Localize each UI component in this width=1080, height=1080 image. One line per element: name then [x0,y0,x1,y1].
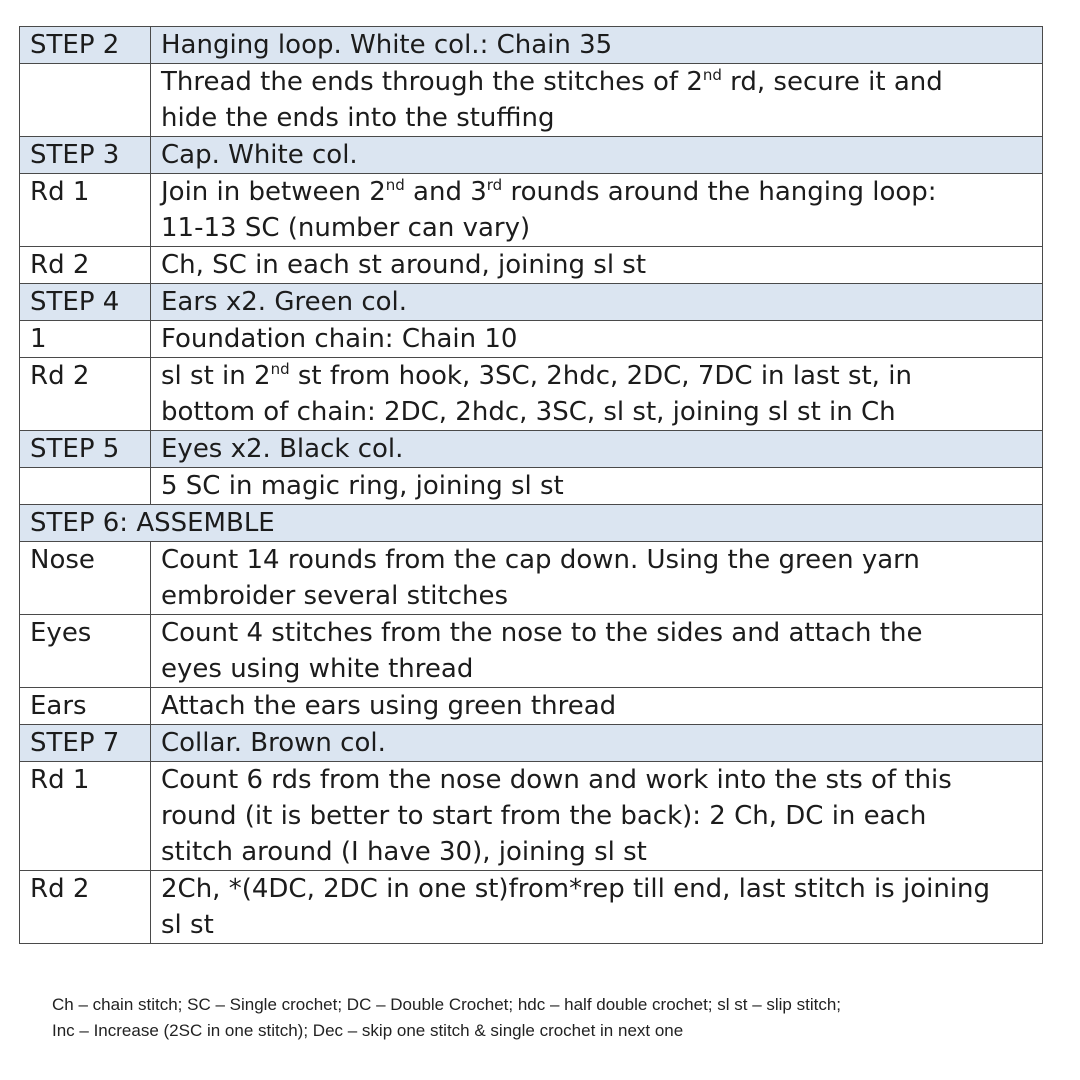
row-label: Ears [20,688,151,725]
instruction-text [151,174,1043,247]
instruction-line [161,358,1034,394]
instruction-text [151,615,1043,688]
ordinal-suffix: rd [486,176,503,194]
step-row [20,284,1043,321]
step-label: STEP 3 [20,137,151,174]
instruction-line: Eyes x2. Black col. [161,434,404,464]
instruction-row [20,542,1043,615]
step-row [20,137,1043,174]
instruction-row [20,615,1043,688]
row-label: Rd 1 [20,174,151,247]
instruction-text [151,871,1043,944]
legend-line-1: Ch – chain stitch; SC – Single crochet; DC – Double Crochet; hdc – half double crochet; sl st – slip stitch; [52,995,841,1014]
step-row [20,505,1043,542]
instruction-row [20,688,1043,725]
instruction-line: Attach the ears using green thread [161,691,617,721]
instruction-row [20,64,1043,137]
instruction-text [151,762,1043,871]
step-label: STEP 4 [20,284,151,321]
step-title: STEP 6: ASSEMBLE [20,505,1043,542]
instruction-line: Collar. Brown col. [161,728,386,758]
text-segment: rd, secure it and [721,67,943,97]
legend-line-2: Inc – Increase (2SC in one stitch); Dec – skip one stitch & single crochet in next one [52,1021,684,1040]
instruction-line: eyes using white thread [161,654,474,684]
instruction-line: sl st [161,910,214,940]
abbreviation-legend [52,992,841,1044]
instruction-text [151,542,1043,615]
instruction-line: Ears x2. Green col. [161,287,408,317]
instruction-row [20,247,1043,284]
instruction-line: Cap. White col. [161,140,358,170]
step-row [20,725,1043,762]
instruction-row [20,762,1043,871]
instruction-line [161,64,1034,100]
text-segment: and 3 [404,177,487,207]
instruction-line: hide the ends into the stuffing [161,103,555,133]
instruction-line: embroider several stitches [161,581,509,611]
instruction-line: round (it is better to start from the back): 2 Ch, DC in each [161,801,927,831]
instruction-text [151,321,1043,358]
instruction-line: Hanging loop. White col.: Chain 35 [161,30,613,60]
instruction-line: Foundation chain: Chain 10 [161,324,518,354]
text-segment: rounds around the hanging loop: [502,177,937,207]
ordinal-suffix: nd [385,176,405,194]
row-label: Rd 2 [20,871,151,944]
instruction-row [20,871,1043,944]
instruction-line: bottom of chain: 2DC, 2hdc, 3SC, sl st, joining sl st in Ch [161,397,896,427]
step-label: STEP 7 [20,725,151,762]
step-label: STEP 5 [20,431,151,468]
step-description [151,284,1043,321]
row-label: 1 [20,321,151,358]
instruction-line [161,174,1034,210]
instruction-line: 2Ch, *(4DC, 2DC in one st)from*rep till end, last stitch is joining [161,874,991,904]
instruction-line: Count 14 rounds from the cap down. Using the green yarn [161,545,920,575]
instruction-text [151,358,1043,431]
ordinal-suffix: nd [702,66,722,84]
text-segment: Join in between 2 [161,177,386,207]
ordinal-suffix: nd [270,360,290,378]
step-row [20,27,1043,64]
instruction-row [20,358,1043,431]
row-label: Eyes [20,615,151,688]
instruction-line: stitch around (I have 30), joining sl st [161,837,647,867]
row-label: Rd 2 [20,358,151,431]
crochet-pattern-table [19,26,1043,944]
instruction-text [151,468,1043,505]
step-description [151,725,1043,762]
instruction-row [20,174,1043,247]
instruction-line: Ch, SC in each st around, joining sl st [161,250,647,280]
row-label [20,468,151,505]
step-description [151,137,1043,174]
row-label [20,64,151,137]
instruction-line: 5 SC in magic ring, joining sl st [161,471,564,501]
step-description [151,431,1043,468]
step-row [20,431,1043,468]
text-segment: sl st in 2 [161,361,271,391]
instruction-line: Count 6 rds from the nose down and work into the sts of this [161,765,952,795]
text-segment: Thread the ends through the stitches of 2 [161,67,703,97]
row-label: Nose [20,542,151,615]
instruction-row [20,321,1043,358]
row-label: Rd 2 [20,247,151,284]
step-label: STEP 2 [20,27,151,64]
step-description [151,27,1043,64]
instruction-row [20,468,1043,505]
row-label: Rd 1 [20,762,151,871]
instruction-text [151,247,1043,284]
instruction-line: Count 4 stitches from the nose to the sides and attach the [161,618,923,648]
instruction-text [151,64,1043,137]
instruction-line: 11-13 SC (number can vary) [161,213,531,243]
instruction-text [151,688,1043,725]
text-segment: st from hook, 3SC, 2hdc, 2DC, 7DC in last st, in [289,361,912,391]
